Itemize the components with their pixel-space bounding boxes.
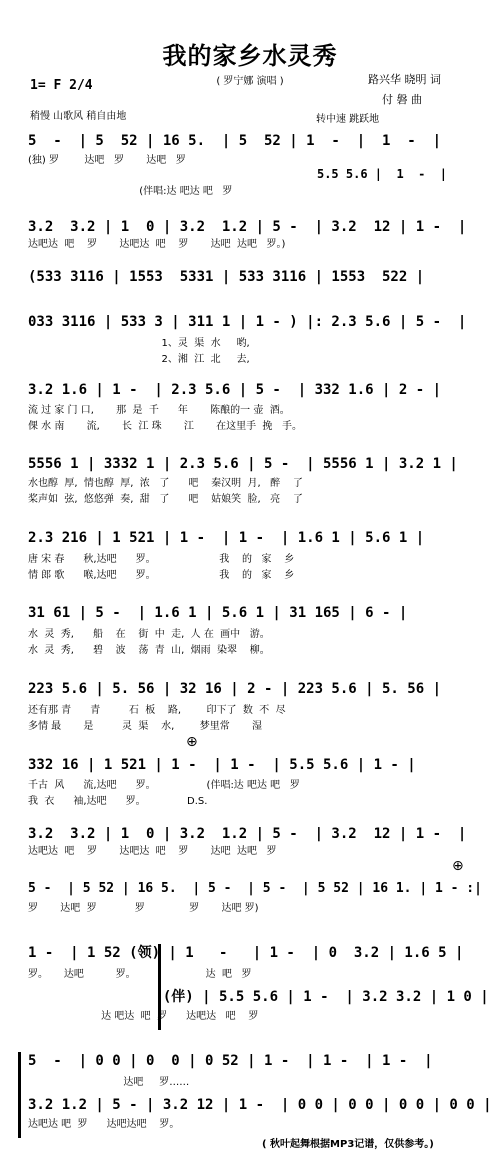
lyric-line: 罗 达吧 罗 罗 罗 达吧 罗) bbox=[28, 903, 259, 914]
notation-line: 3.2 1.2 | 5 - | 3.2 12 | 1 - | 0 0 | 0 0 | 0 0 | 0 0 | bbox=[28, 1097, 492, 1113]
key-signature: 1= F 2/4 bbox=[30, 78, 93, 93]
lyric-line: 达吧达 吧 罗 达吧达 吧 罗 达吧 达吧 罗 bbox=[28, 846, 277, 857]
lyric-line: 唐 宋 春 秋,达吧 罗。 我 的 家 乡 bbox=[28, 554, 295, 565]
lyric-line: (独) 罗 达吧 罗 达吧 罗 bbox=[28, 155, 186, 166]
lyric-line: 罗。 达吧 罗。 达 吧 罗 bbox=[28, 969, 252, 980]
notation-line: 31 61 | 5 - | 1.6 1 | 5.6 1 | 31 165 | 6 - | bbox=[28, 605, 408, 621]
authors-credit bbox=[368, 70, 441, 110]
lyric-line: 我 衣 袖,达吧 罗。 D.S. bbox=[28, 796, 208, 807]
lyric-line: 情 郎 歌 喉,达吧 罗。 我 的 家 乡 bbox=[28, 570, 295, 581]
lyric-line: 达吧达 吧 罗 达吧达 吧 罗 达吧 达吧 罗。) bbox=[28, 239, 286, 250]
composer-credit: 付 磐 曲 bbox=[382, 93, 422, 106]
notation-line: 1 - | 1 52 (领) | 1 - | 1 - | 0 3.2 | 1.6 5 | bbox=[28, 945, 464, 961]
notation-line: 5 - | 0 0 | 0 0 | 0 52 | 1 - | 1 - | 1 - | bbox=[28, 1053, 433, 1069]
lyric-line: (伴唱:达 吧达 吧 罗 bbox=[28, 186, 233, 197]
notation-line: 5.5 5.6 | 1 - | bbox=[28, 167, 448, 181]
lyric-line: 达吧达 吧 罗 达吧达吧 罗。 bbox=[28, 1119, 180, 1130]
lyric-line: 达 吧达 吧 罗 达吧达 吧 罗 bbox=[28, 1011, 259, 1022]
lyric-line: 达吧 罗…… bbox=[28, 1077, 190, 1088]
lyric-line: 1、灵 渠 水 哟, bbox=[28, 338, 250, 349]
notation-line: (533 3116 | 1553 5331 | 533 3116 | 1553 522 | bbox=[28, 269, 425, 285]
system-bracket bbox=[18, 1052, 21, 1138]
lyric-line: 2、湘 江 北 去, bbox=[28, 354, 250, 365]
lyric-line: 水 灵 秀, 碧 波 荡 青 山, 烟雨 染翠 柳。 bbox=[28, 645, 270, 656]
transcription-note: ( 秋叶起舞根据MP3记谱，仅供参考。) bbox=[262, 1139, 434, 1150]
lyric-line: 多情 最 是 灵 渠 水, 梦里常 湿 bbox=[28, 721, 262, 732]
notation-line: 223 5.6 | 5. 56 | 32 16 | 2 - | 223 5.6 | 5. 56 | bbox=[28, 681, 442, 697]
notation-line: 033 3116 | 533 3 | 311 1 | 1 - ) |: 2.3 5.6 | 5 - | bbox=[28, 314, 467, 330]
notation-line: 5 - | 5 52 | 16 5. | 5 - | 5 - | 5 52 | 16 1. | 1 - :| bbox=[28, 881, 482, 896]
notation-line: 3.2 3.2 | 1 0 | 3.2 1.2 | 5 - | 3.2 12 | 1 - | bbox=[28, 826, 467, 842]
lyric-line: 水 灵 秀, 船 在 街 中 走, 人 在 画中 游。 bbox=[28, 629, 270, 640]
notation-line: 332 16 | 1 521 | 1 - | 1 - | 5.5 5.6 | 1 - | bbox=[28, 757, 416, 773]
notation-line: 5 - | 5 52 | 16 5. | 5 52 | 1 - | 1 - | bbox=[28, 133, 442, 149]
tempo-change-marking: 转中速 跳跃地 bbox=[316, 114, 380, 125]
lyric-line: 千古 风 流,达吧 罗。 (伴唱:达 吧达 吧 罗 bbox=[28, 780, 300, 791]
lyric-line: 桨声如 弦, 悠悠弹 奏, 甜 了 吧 姑娘笑 脸, 亮 了 bbox=[28, 494, 303, 505]
notation-line: 3.2 3.2 | 1 0 | 3.2 1.2 | 5 - | 3.2 12 | 1 - | bbox=[28, 219, 467, 235]
tempo-marking: 稍慢 山歌风 稍自由地 bbox=[30, 111, 127, 122]
coda-symbol: ⊕ bbox=[186, 734, 198, 750]
lyric-line: 倮 水 南 流, 长 江 珠 江 在这里手 挽 手。 bbox=[28, 421, 302, 432]
song-title: 我的家乡水灵秀 bbox=[162, 42, 338, 70]
lyric-line: 水也醇 厚, 情也醇 厚, 浓 了 吧 秦汉明 月, 醉 了 bbox=[28, 478, 303, 489]
system-bracket bbox=[158, 944, 161, 1030]
lyricist-credit: 路兴华 晓明 词 bbox=[368, 73, 441, 86]
notation-line: 5556 1 | 3332 1 | 2.3 5.6 | 5 - | 5556 1 | 3.2 1 | bbox=[28, 456, 458, 472]
notation-line: 3.2 1.6 | 1 - | 2.3 5.6 | 5 - | 332 1.6 | 2 - | bbox=[28, 382, 442, 398]
singer-credit: ( 罗宁娜 演唱 ) bbox=[216, 76, 284, 87]
notation-line: (伴) | 5.5 5.6 | 1 - | 3.2 3.2 | 1 0 | bbox=[28, 989, 489, 1005]
lyric-line: 还有那 青 青 石 板 路, 印下了 数 不 尽 bbox=[28, 705, 286, 716]
lyric-line: 流 过 家 门 口, 那 是 千 年 陈酿的一 壶 酒。 bbox=[28, 405, 290, 416]
notation-line: 2.3 216 | 1 521 | 1 - | 1 - | 1.6 1 | 5.6 1 | bbox=[28, 530, 425, 546]
coda-symbol: ⊕ bbox=[452, 858, 464, 874]
